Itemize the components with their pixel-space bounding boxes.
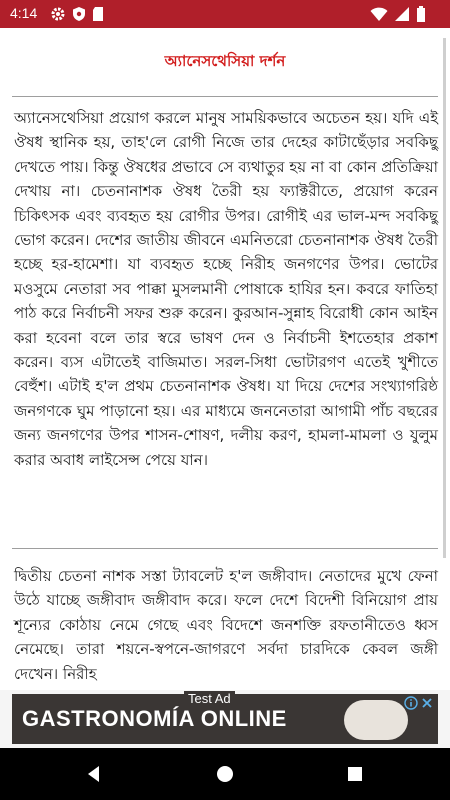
- shield-icon: [72, 6, 86, 22]
- navigation-bar: [0, 748, 450, 800]
- close-icon[interactable]: [420, 696, 434, 710]
- recents-icon[interactable]: [343, 762, 367, 786]
- article-paragraph: দ্বিতীয় চেতনা নাশক সস্তা ট্যাবলেট হ'ল জঙ্গীবাদ। নেতাদের মুখে ফেনা উঠে যাচ্ছে জঙ্গীবাদ জঙ্গীবাদ করে। ফলে দেশে বিদেশী বিনিয়োগ প্রায় শূন্যের কোঠায় নেমে গেছে এবং বিদেশে জনশক্তি রফতানীতেও ধ্বস নেমেছে। তারা শয়নে-স্বপনে-জাগরণে সর্বদা চারদিকে কেবল জঙ্গী দেখেন। নিরীহ: [14, 567, 438, 683]
- status-time: 4:14: [10, 5, 38, 21]
- divider: [12, 548, 438, 549]
- signal-icon: [394, 6, 410, 22]
- ad-banner[interactable]: [0, 690, 450, 748]
- wifi-icon: [370, 6, 388, 22]
- status-bar: [0, 0, 450, 28]
- article-title: অ্যানেসথেসিয়া দর্শন: [164, 52, 286, 70]
- home-icon[interactable]: [213, 762, 237, 786]
- article-view[interactable]: [0, 28, 450, 690]
- divider: [12, 96, 438, 97]
- ad-headline: GASTRONOMÍA ONLINE: [22, 706, 287, 731]
- info-icon[interactable]: [404, 696, 418, 710]
- battery-icon: [416, 6, 426, 22]
- article-paragraph: অ্যানেসথেসিয়া প্রয়োগ করলে মানুষ সাময়িকভাবে অচেতন হয়। যদি এই ঔষধ স্থানিক হয়, তাহ'লে রোগী নিজে তার দেহের কাটাছেঁড়ার সবকিছু দেখতে পায়। কিন্তু ঔষধের প্রভাবে সে ব্যথাতুর হয় না বা কোন প্রতিক্রিয়া দেখায় না। চেতনানাশক ঔষধ তৈরী হয় ফ্যাক্টরীতে, প্রয়োগ করেন চিকিৎসক এবং ব্যবহৃত হয় রোগীর উপর। রোগীই এর ভাল-মন্দ সবকিছু ভোগ করেন। দেশের জাতীয় জীবনে এমনিতরো চেতনানাশক ঔষধ তৈরী হচ্ছে হর-হামেশা। যা ব্যবহৃত হচ্ছে নিরীহ জনগণের উপর। ভোটের মওসুমে নেতারা সব পাক্কা মুসলমানী পোষাকে হাযির হন। কবরে ফাতিহা পাঠ করে নির্বাচনী সফর শুরু করেন। কুরআন-সুন্নাহ বিরোধী কোন আইন করা হবেনা বলে তার স্বরে ভাষণ দেন ও নির্বাচনী ইশতেহার প্রকাশ করেন। ব্যস এটাতেই বাজিমাত। সরল-সিধা ভোটারগণ এতেই খুশীতে বেহুঁশ। এটাই হ'ল প্রথম চেতনানাশক ঔষধ। যা দিয়ে দেশের সংখ্যাগরিষ্ঠ জনগণকে ঘুম পাড়ানো হয়। এর মাধ্যমে জননেতারা আগামী পাঁচ বছরের জন্য জনগণের উপর শাসন-শোষণ, দলীয় করণ, হামলা-মামলা ও যুলুম করার অবাধ লাইসেন্স পেয়ে যান।: [14, 109, 438, 469]
- food-image: [344, 700, 408, 740]
- back-icon[interactable]: [82, 762, 106, 786]
- sd-card-icon: [92, 6, 104, 22]
- test-ad-badge: Test Ad: [184, 691, 235, 706]
- scrollbar[interactable]: [443, 38, 446, 558]
- gear-icon: [50, 6, 66, 22]
